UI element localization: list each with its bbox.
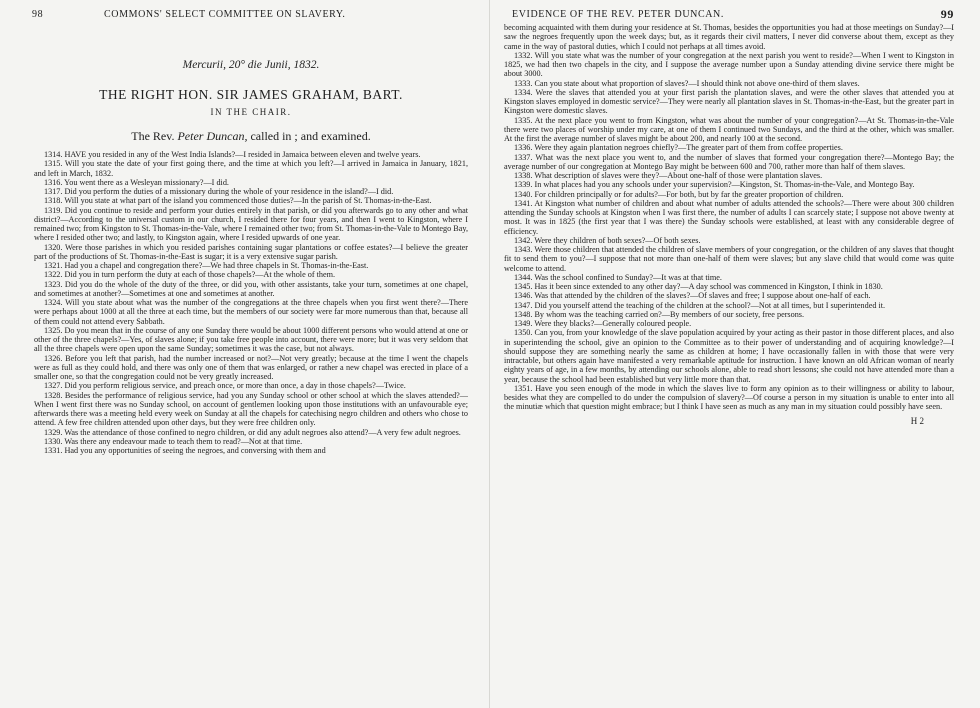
testimony-paragraph: 1347. Did you yourself attend the teaching of the children at the school?—Not at all times, but I superintended it. [514,300,886,310]
testimony-paragraph: 1335. At the next place you went to from Kingston, what was about the number of your congregation?—At St. Thomas-in-the-Vale there were two places of worship under my care, at one of them I continued two Sundays, and the third at the other, which was smaller. At the first the average number of slaves might be about 200, and nearly 100 at the second. [504,115,954,143]
testimony-paragraph: 1324. Will you state about what was the number of the congregations at the three chapels when you first went there?—There were perhaps about 1000 at all the three at each time, but the members of our society were far more numerous than that, because all of them could not attend every Sabbath. [34,298,468,326]
testimony-paragraph: 1327. Did you perform religious service, and preach once, or more than once, a day in those chapels?—Twice. [44,381,406,391]
witness-suffix: called in ; and examined. [247,129,371,143]
testimony-paragraph: 1317. Did you perform the duties of a missionary during the whole of your residence in the island?—I did. [44,187,394,196]
testimony-paragraph: 1346. Was that attended by the children of the slaves?—Of slaves and free; I suppose about one-half of each. [514,291,871,301]
left-running-title: COMMONS' SELECT COMMITTEE ON SLAVERY. [104,9,346,20]
testimony-paragraph: 1314. HAVE you resided in any of the West India Islands?—I resided in Jamaica between eleven and twelve years. [44,150,421,159]
testimony-paragraph: 1332. Will you state what was the number of your congregation at the next parish you went to reside?—When I went to Kingston in 1825, we had then two chapels in the city, and I suppose the average number upon a Sunday attending divine service there might be about 3000. [504,50,954,79]
right-page [490,0,980,708]
testimony-paragraph: 1336. Were they again plantation negroes chiefly?—The greater part of them from coffee properties. [514,143,843,153]
testimony-paragraph: 1341. At Kingston what number of children and about what number of adults attended the schools?—There were about 300 children attending the Sunday schools at Kingston when I was first there, the number of adults I can scarcely state; I suppose not above twenty at most. It was in 1825 (the first year that I was there) the Sunday schools were established, at least with any considerable degree of efficiency. [504,198,954,236]
testimony-paragraph: 1331. Had you any opportunities of seeing the negroes, and conversing with them and [44,446,326,455]
testimony-paragraph: 1326. Before you left that parish, had the number increased or not?—Not very greatly; because at the time I went the chapels were as full as they could hold, and there was only one of them that was enlarged, or rather a new chapel was erected in place of a smaller one, so that the congregation could not be very greatly increased. [34,353,468,381]
testimony-paragraph: 1343. Were those children that attended the children of slave members of your congregation, or the children of any slaves that thought fit to send them to you?—I suppose that not more than one-half of them were slaves; but any slave child that would come was quite welcome to attend. [504,245,954,273]
witness-name: Peter Duncan, [177,129,248,143]
signature-mark: H 2 [910,415,924,426]
testimony-paragraph: 1325. Do you mean that in the course of any one Sunday there would be about 1000 different persons who would attend at one or other of the three chapels?—Yes, of slaves alone; if you take free people into account, there were more; but it was very seldom that all the three chapels were open upon the same Sunday; sometimes it was the case, but not always. [34,325,468,354]
testimony-paragraph: 1333. Can you state about what proportion of slaves?—I should think not above one-third of them slaves. [514,78,860,88]
testimony-paragraph: 1318. Will you state at what part of the island you commenced those duties?—In the parish of St. Thomas-in-the-East. [44,196,432,206]
witness-prefix: The Rev. [131,129,178,143]
testimony-paragraph: 1322. Did you in turn perform the duty at each of those chapels?—At the whole of them. [44,270,336,280]
testimony-paragraph: 1328. Besides the performance of religious service, had you any Sunday school or other school at which the slaves attended?—When I went first there was no Sunday school, on account of gentlemen looking upon those institutions with an unfavourable eye; afterwards there was a meeting held every week on Sunday at all the chapels for catechising negro children and others who chose to attend. A few free children attended upon other days, but they were free children only. [34,390,468,428]
chair-name: THE RIGHT HON. SIR JAMES GRAHAM, BART. [99,87,403,102]
testimony-paragraph: 1321. Had you a chapel and congregation there?—We had three chapels in St. Thomas-in-the-East. [44,261,369,270]
testimony-paragraph: 1351. Have you seen enough of the mode in which the slaves live to form any opinion as to their willingness or ability to labour, besides what they are compelled to do under the compulsion of slavery?—Of course a person in my situation is unable to enter into all the minutiæ which that question might embrace; but I think I have seen as much as any man in my situation could possibly have seen. [504,383,954,412]
testimony-paragraph: 1350. Can you, from your knowledge of the slave population acquired by your acting as their pastor in those different places, and also in superintending the school, give an opinion to the Committee as to their power of understanding and of acquiring knowledge?—I should suppose they are something nearly the same as children at home; I have occasionally fallen in with those that were very intractable, but others again have manifested a very remarkable aptitude for instruction. I have known an old African woman of nearly eighty years of age, in a few months, by attending our schools alone, able to read short lessons; she could not have attended more than a year, because the school had been established but very little more than that. [504,328,954,384]
witness-heading [34,129,468,144]
right-running-title: EVIDENCE OF THE REV. PETER DUNCAN. [512,9,724,20]
right-body-text [504,23,954,412]
session-date: Mercurii, 20° die Junii, 1832. [182,59,320,71]
testimony-paragraph: 1329. Was the attendance of those confined to negro children, or did any adult negroes also attend?—A very few adult negroes. [44,427,461,437]
testimony-paragraph: 1349. Were they blacks?—Generally coloured people. [514,319,692,328]
right-running-head [504,9,954,23]
testimony-paragraph: 1320. Were those parishes in which you resided parishes containing sugar plantations or coffee estates?—I believe the greater part of the productions of St. Thomas-in-the-East is sugar; it is a very extensive sugar parish. [34,242,468,261]
testimony-paragraph: 1337. What was the next place you went to, and the number of slaves that formed your congregation there?—Montego Bay; the average number of our congregation at Montego Bay might be between 600 and 700, rather more than half of them slaves. [504,152,954,171]
testimony-paragraph: 1334. Were the slaves that attended you at your first parish the plantation slaves, and were the other slaves that attended you at Kingston slaves employed in domestic service?—They were nearly all plantation slaves in St. Thomas-in-the-East, but the greater part in Kingston were domestic slaves. [504,87,954,116]
left-body-text [34,150,468,455]
testimony-paragraph: 1323. Did you do the whole of the duty of the three, or did you, with other assistants, take your turn, sometimes at one chapel, and sometimes at another?—Sometimes at one and sometimes at another. [34,279,468,298]
testimony-paragraph: 1316. You went there as a Wesleyan missionary?—I did. [44,177,229,187]
testimony-paragraph: 1330. Was there any endeavour made to teach them to read?—Not at that time. [44,436,303,446]
right-page-number: 99 [940,7,954,21]
testimony-paragraph: 1315. Will you state the date of your first going there, and the time at which you left?—I arrived in Jamaica in January, 1821, and left in March, 1832. [34,159,468,178]
left-page-number: 98 [32,9,44,20]
chair-label: IN THE CHAIR. [210,107,292,117]
testimony-paragraph: 1345. Has it been since extended to any other day?—A day school was commenced in Kingston, I think in 1830. [514,282,883,291]
testimony-paragraph: 1339. In what places had you any schools under your supervision?—Kingston, St. Thomas-in-the-Vale, and Montego Bay. [514,180,915,190]
testimony-paragraph: 1342. Were they children of both sexes?—Of both sexes. [514,235,701,245]
testimony-paragraph: 1338. What description of slaves were they?—About one-half of those were plantation slaves. [514,171,823,180]
testimony-paragraph: 1344. Was the school confined to Sunday?—It was at that time. [514,272,722,282]
testimony-paragraph: 1319. Did you continue to reside and perform your duties entirely in that parish, or did you afterwards go to any other and what district?—According to the universal custom in our church, I resided there for four years, and then I went to Kingston, where I remained two; from Kingston to St. Thomas-in-the-Vale, where I remained other two; from St. Thomas-in-the-Vale to Montego Bay, where I resided other two; and lastly, to Kingston again, where I resided upwards of one year. [34,205,468,243]
testimony-paragraph: 1348. By whom was the teaching carried on?—By members of our society, free persons. [514,309,805,319]
left-running-head [34,9,468,23]
testimony-paragraph: 1340. For children principally or for adults?—For both, but by far the greater proportion of children. [514,189,844,199]
testimony-paragraph: becoming acquainted with them during your residence at St. Thomas, besides the opportunities you had at those meetings on Sunday?—I saw the negroes frequently upon the week days; but, as it regards their civil matters, I never did converse about them, except as they came in the way of pastoral duties, which I could not perhaps at all times avoid. [504,23,954,51]
